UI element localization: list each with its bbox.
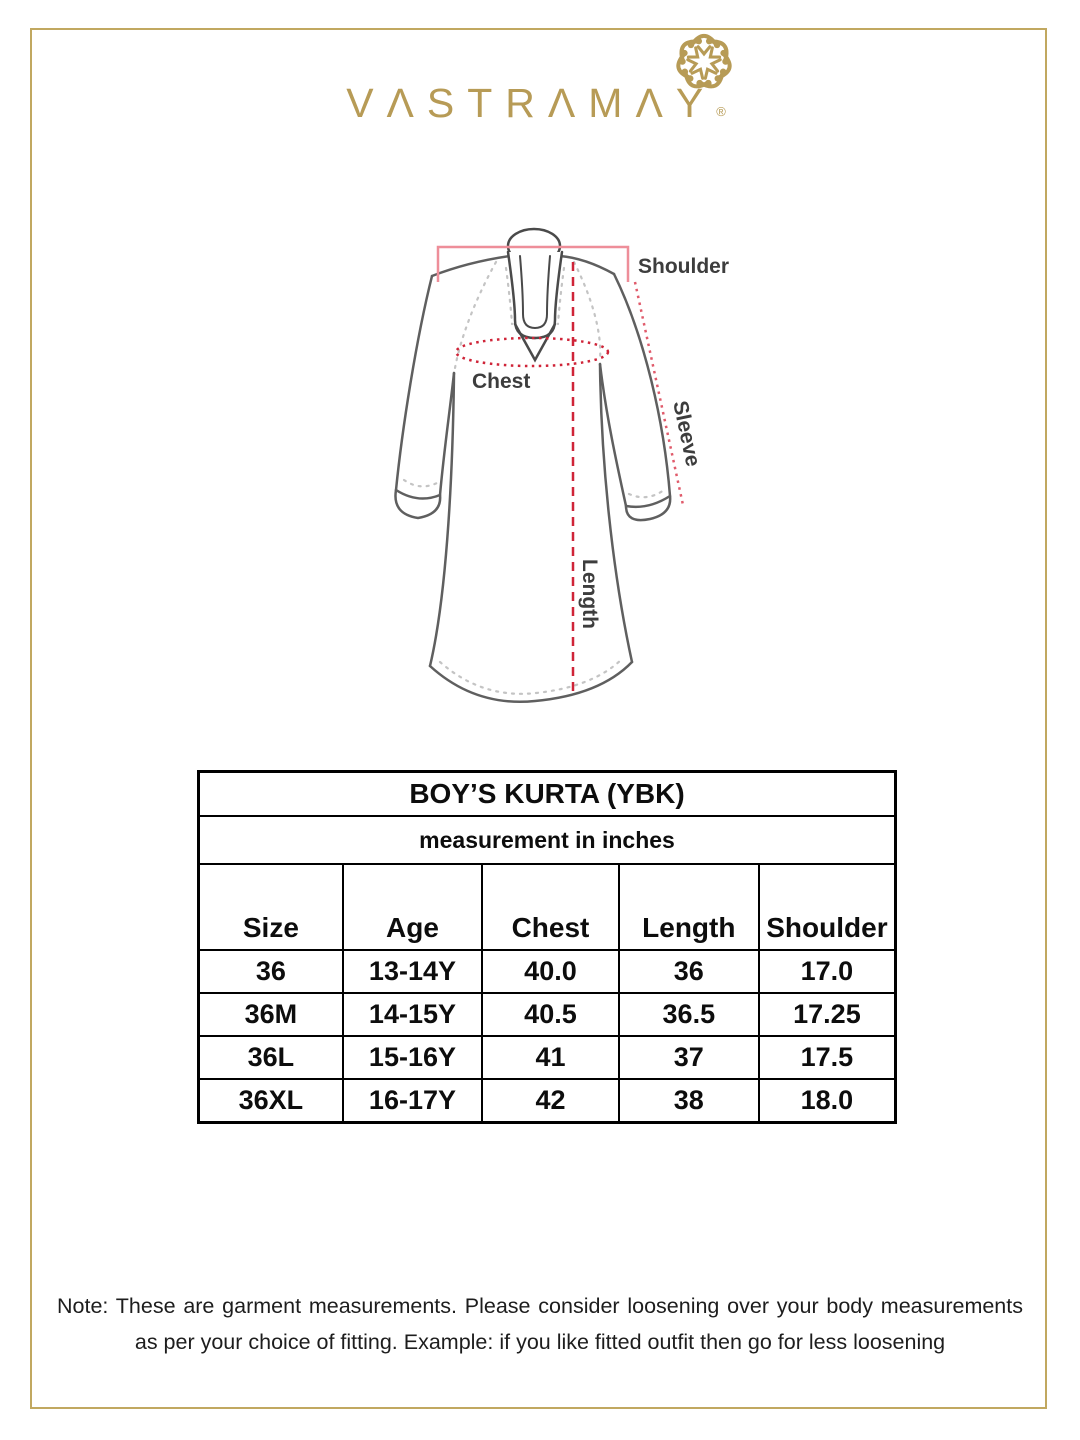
length-cell: 37 bbox=[619, 1036, 759, 1079]
shoulder-cell: 17.0 bbox=[759, 950, 896, 993]
column-header-row bbox=[199, 864, 896, 950]
column-header-shoulder: Shoulder bbox=[759, 864, 896, 950]
shoulder-cell: 17.5 bbox=[759, 1036, 896, 1079]
table-row bbox=[199, 993, 896, 1036]
column-header-size: Size bbox=[199, 864, 343, 950]
length-cell: 38 bbox=[619, 1079, 759, 1123]
kurta-measurement-diagram bbox=[360, 210, 760, 720]
shoulder-label: Shoulder bbox=[638, 255, 730, 278]
note-line-1: Note: These are garment measurements. Please consider loosening over your body measurements bbox=[57, 1294, 1023, 1318]
brand-logo bbox=[0, 80, 1072, 127]
chest-cell: 40.5 bbox=[482, 993, 619, 1036]
table-row bbox=[199, 1079, 896, 1123]
size-cell: 36M bbox=[199, 993, 343, 1036]
kurta-diagram-canvas bbox=[360, 210, 760, 720]
length-cell: 36 bbox=[619, 950, 759, 993]
age-cell: 14-15Y bbox=[343, 993, 482, 1036]
chart-subtitle-row bbox=[199, 816, 896, 864]
column-header-chest: Chest bbox=[482, 864, 619, 950]
registered-trademark-icon: ® bbox=[716, 104, 726, 119]
size-chart-table bbox=[197, 770, 897, 1124]
measurement-note bbox=[57, 1288, 1023, 1360]
age-cell: 16-17Y bbox=[343, 1079, 482, 1123]
shoulder-cell: 17.25 bbox=[759, 993, 896, 1036]
age-cell: 13-14Y bbox=[343, 950, 482, 993]
brand-header bbox=[0, 0, 1080, 150]
chart-title: BOY’S KURTA (YBK) bbox=[199, 772, 896, 817]
size-cell: 36XL bbox=[199, 1079, 343, 1123]
chart-title-row bbox=[199, 772, 896, 817]
size-cell: 36 bbox=[199, 950, 343, 993]
chest-cell: 41 bbox=[482, 1036, 619, 1079]
column-header-age: Age bbox=[343, 864, 482, 950]
column-header-length: Length bbox=[619, 864, 759, 950]
length-cell: 36.5 bbox=[619, 993, 759, 1036]
chest-label: Chest bbox=[472, 370, 531, 393]
sleeve-label: Sleeve bbox=[668, 398, 705, 469]
length-label: Length bbox=[578, 559, 601, 629]
table-row bbox=[199, 950, 896, 993]
chest-cell: 42 bbox=[482, 1079, 619, 1123]
chest-cell: 40.0 bbox=[482, 950, 619, 993]
size-cell: 36L bbox=[199, 1036, 343, 1079]
age-cell: 15-16Y bbox=[343, 1036, 482, 1079]
shoulder-cell: 18.0 bbox=[759, 1079, 896, 1123]
note-line-2: as per your choice of fitting. Example: if you like fitted outfit then go for less loosening bbox=[134, 1330, 946, 1354]
brand-logo-text: VΛSTRΛMΛY bbox=[346, 80, 717, 126]
chart-subtitle: measurement in inches bbox=[199, 816, 896, 864]
table-row bbox=[199, 1036, 896, 1079]
